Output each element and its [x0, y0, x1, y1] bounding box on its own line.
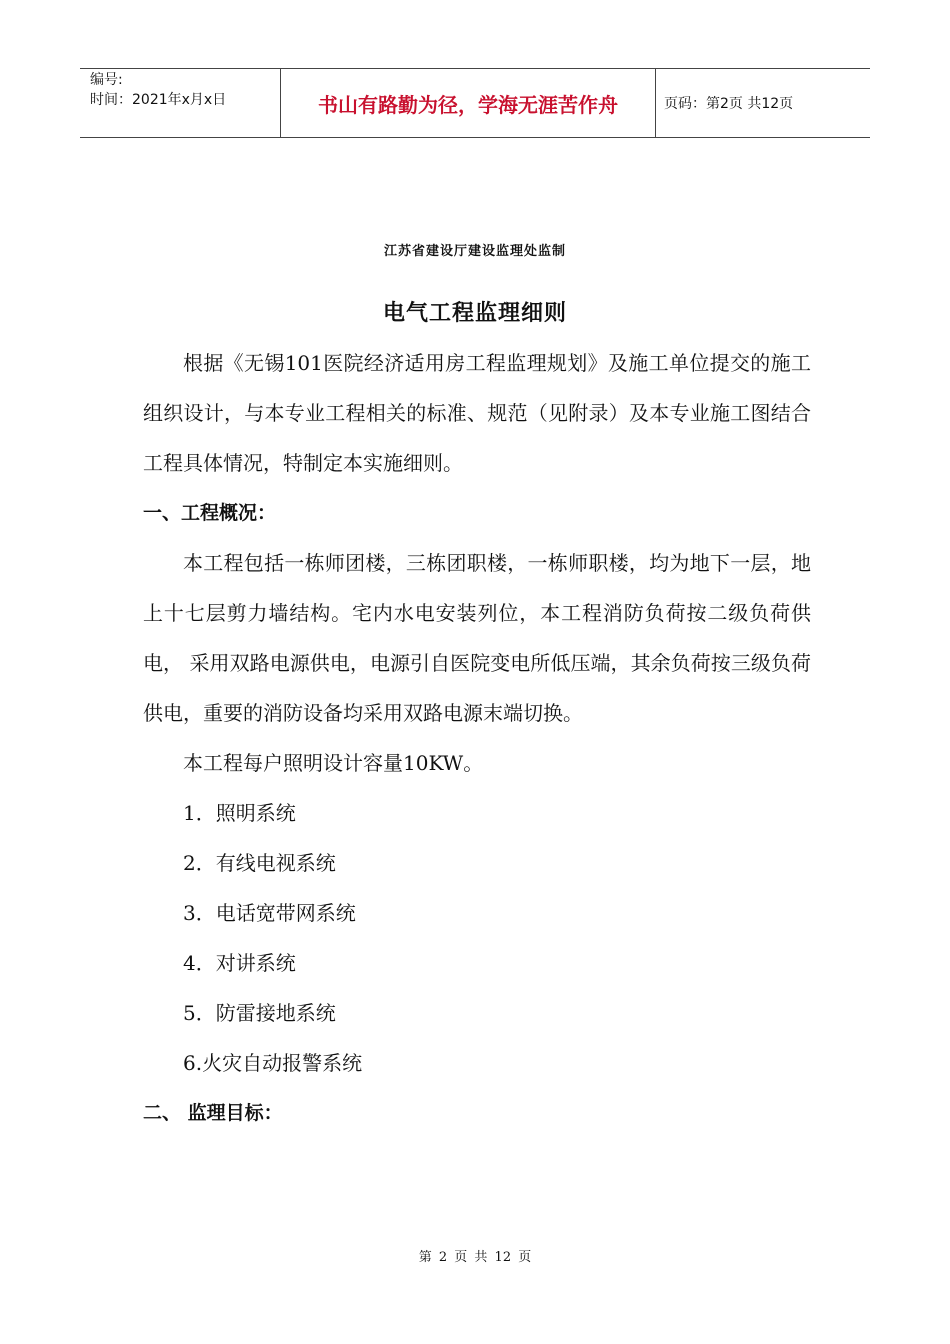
document-body [143, 338, 811, 1138]
page-code-text: 页码：第2页 共12页 [664, 96, 794, 112]
header-motto-cell [281, 69, 656, 137]
section-1-paragraph-2: 本工程每户照明设计容量10KW。 [183, 751, 484, 775]
system-item-4: 4．对讲系统 [183, 951, 296, 975]
system-item-3: 3．电话宽带网系统 [183, 901, 356, 925]
system-item-6: 6.火灾自动报警系统 [183, 1051, 363, 1075]
header-page-cell [656, 69, 870, 137]
system-item-2: 2．有线电视系统 [183, 851, 336, 875]
organization-line: 江苏省建设厅建设监理处监制 [383, 244, 566, 259]
header-left-cell [80, 69, 281, 137]
document-title: 电气工程监理细则 [382, 301, 567, 326]
serial-number-label: 编号: [90, 72, 123, 88]
system-item-1: 1．照明系统 [183, 801, 296, 825]
page-footer: 第 2 页 共 12 页 [418, 1250, 532, 1265]
date-label: 时间：2021年x月x日 [90, 92, 227, 108]
section-2-heading: 二、 监理目标： [143, 1102, 283, 1124]
document-header [80, 68, 870, 138]
system-item-5: 5．防雷接地系统 [183, 1001, 336, 1025]
motto-text: 书山有路勤为径，学海无涯苦作舟 [318, 92, 618, 117]
intro-paragraph: 根据《无锡101医院经济适用房工程监理规划》及施工单位提交的施工组织设计，与本专业工程相关的标准、规范（见附录）及本专业施工图结合工程具体情况，特制定本实施细则。 [143, 351, 811, 475]
section-1-heading: 一、工程概况： [143, 502, 277, 524]
section-1-paragraph-1: 本工程包括一栋师团楼，三栋团职楼，一栋师职楼，均为地下一层，地上十七层剪力墙结构。宅内水电安装列位，本工程消防负荷按二级负荷供电， 采用双路电源供电，电源引自医院变电所低压端，其余负荷按三级负荷供电，重要的消防设备均采用双路电源末端切换。 [143, 551, 811, 725]
